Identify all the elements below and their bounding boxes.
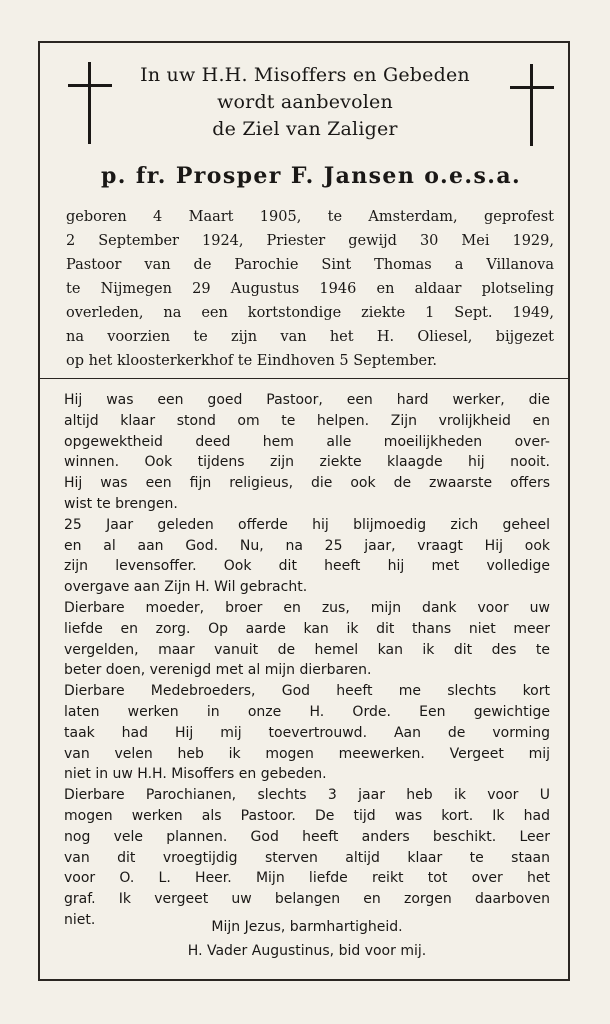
text-line: beter doen, verenigd met al mijn dierbaren. — [64, 662, 372, 679]
heading-line: In uw H.H. Misoffers en Gebeden — [140, 64, 470, 86]
text-line: overgave aan Zijn H. Wil gebracht. — [64, 579, 308, 596]
text-line: 25 Jaar geleden offerde hij blijmoedig zich geheel — [64, 516, 550, 533]
memorial-text — [64, 390, 550, 931]
text-line: laten werken in onze H. Orde. Een gewichtige — [64, 703, 550, 720]
biography — [66, 205, 554, 373]
bio-line: te Nijmegen 29 Augustus 1946 en aldaar plotseling — [66, 281, 554, 297]
text-line: zijn levensoffer. Ook dit heeft hij met volledige — [64, 558, 550, 575]
closing-prayer — [64, 915, 550, 963]
cross-icon — [510, 64, 554, 146]
text-line: Dierbare moeder, broer en zus, mijn dank voor uw — [64, 599, 550, 616]
bio-line: overleden, na een kortstondige ziekte 1 Sept. 1949, — [66, 305, 554, 321]
heading-line: de Ziel van Zaliger — [212, 118, 398, 140]
cross-icon — [68, 62, 112, 144]
text-line: Dierbare Parochianen, slechts 3 jaar heb ik voor U — [64, 787, 550, 804]
bio-line: op het kloosterkerkhof te Eindhoven 5 September. — [66, 353, 438, 369]
heading-line: wordt aanbevolen — [217, 91, 393, 113]
bio-line: Pastoor van de Parochie Sint Thomas a Villanova — [66, 257, 554, 273]
text-line: vergelden, maar vanuit de hemel kan ik dit des te — [64, 641, 550, 658]
text-line: nog vele plannen. God heeft anders beschikt. Leer — [64, 828, 550, 845]
text-line: voor O. L. Heer. Mijn liefde reikt tot over het — [64, 870, 550, 887]
dedication-heading — [110, 62, 500, 143]
prayer-line: Mijn Jezus, barmhartigheid. — [211, 919, 403, 935]
text-line: mogen werken als Pastoor. De tijd was kort. Ik had — [64, 807, 550, 824]
text-line: opgewektheid deed hem alle moeilijkheden over- — [64, 433, 550, 450]
bio-line: 2 September 1924, Priester gewijd 30 Mei 1929, — [66, 233, 554, 249]
text-line: niet in uw H.H. Misoffers en gebeden. — [64, 766, 327, 783]
prayer-line: H. Vader Augustinus, bid voor mij. — [187, 943, 427, 959]
text-line: en al aan God. Nu, na 25 jaar, vraagt Hij ook — [64, 537, 550, 554]
text-line: Dierbare Medebroeders, God heeft me slechts kort — [64, 683, 550, 700]
bio-line: na voorzien te zijn van het H. Oliesel, bijgezet — [66, 329, 554, 345]
text-line: taak had Hij mij toevertrouwd. Aan de vorming — [64, 724, 550, 741]
text-line: altijd klaar stond om te helpen. Zijn vrolijkheid en — [64, 412, 550, 429]
deceased-name: p. fr. Prosper F. Jansen o.e.s.a. — [100, 163, 522, 189]
bio-line: geboren 4 Maart 1905, te Amsterdam, geprofest — [66, 209, 554, 225]
text-line: winnen. Ook tijdens zijn ziekte klaagde hij nooit. — [64, 454, 550, 471]
text-line: wist te brengen. — [64, 495, 178, 512]
text-line: liefde en zorg. Op aarde kan ik dit thans niet meer — [64, 620, 550, 637]
text-line: van dit vroegtijdig sterven altijd klaar te staan — [64, 849, 550, 866]
text-line: van velen heb ik mogen meewerken. Vergeet mij — [64, 745, 550, 762]
text-line: niet. — [64, 911, 96, 928]
text-line: Hij was een goed Pastoor, een hard werker, die — [64, 392, 550, 408]
text-line: Hij was een fijn religieus, die ook de zwaarste offers — [64, 475, 550, 492]
text-line: graf. Ik vergeet uw belangen en zorgen daarboven — [64, 891, 550, 908]
section-divider — [40, 378, 568, 379]
